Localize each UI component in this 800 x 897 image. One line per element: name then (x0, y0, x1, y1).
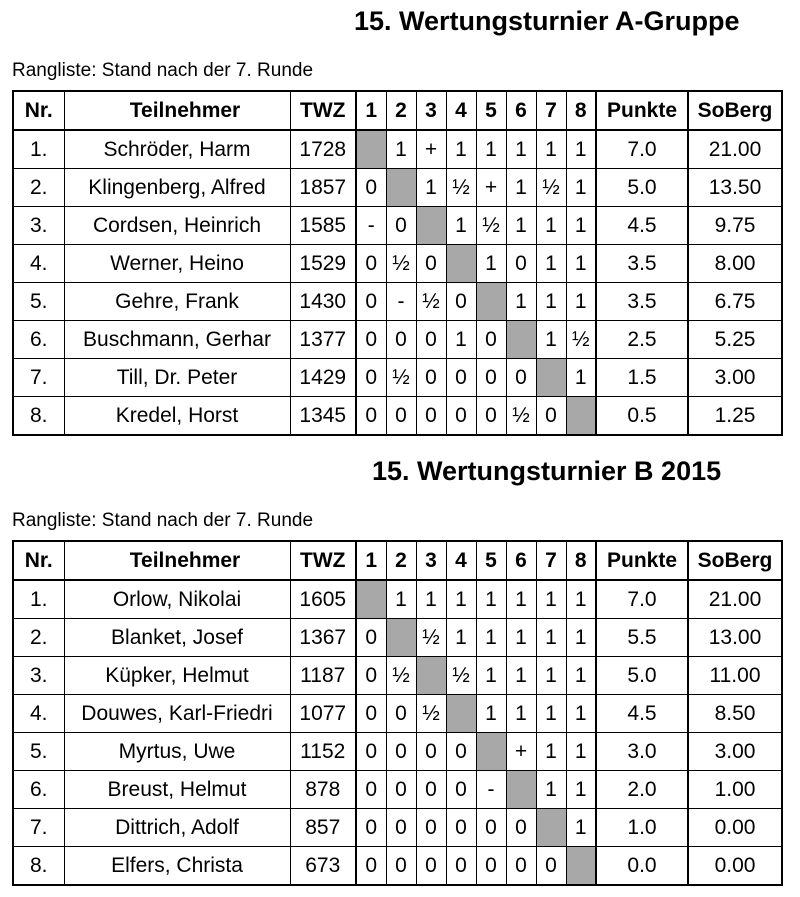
player-name-cell: Breust, Helmut (64, 771, 290, 809)
result-cell: 0 (536, 847, 566, 886)
twz-cell: 1605 (290, 580, 356, 619)
self-pairing-cell (446, 695, 476, 733)
result-cell: 0 (416, 809, 446, 847)
result-cell: ½ (446, 169, 476, 207)
punkte-cell: 1.0 (596, 809, 688, 847)
punkte-cell: 5.0 (596, 657, 688, 695)
soberg-cell: 3.00 (688, 359, 782, 397)
result-cell: 0 (476, 397, 506, 436)
header-twz: TWZ (290, 91, 356, 130)
result-cell: 1 (506, 283, 536, 321)
table-row (13, 771, 782, 809)
punkte-cell: 4.5 (596, 695, 688, 733)
result-cell: ½ (386, 359, 416, 397)
tournament-b-subtitle: Rangliste: Stand nach der 7. Runde (12, 510, 314, 531)
twz-cell: 857 (290, 809, 356, 847)
soberg-cell: 9.75 (688, 207, 782, 245)
result-cell: 1 (446, 580, 476, 619)
result-cell: 0 (446, 809, 476, 847)
table-row (13, 359, 782, 397)
rank-cell: 8. (13, 847, 64, 886)
punkte-cell: 0.5 (596, 397, 688, 436)
result-cell: 1 (536, 130, 566, 169)
result-cell: 0 (386, 397, 416, 436)
soberg-cell: 0.00 (688, 847, 782, 886)
result-cell: 0 (386, 809, 416, 847)
self-pairing-cell (506, 771, 536, 809)
result-cell: 0 (476, 809, 506, 847)
header-round-2: 2 (386, 541, 416, 580)
table-row (13, 321, 782, 359)
player-name-cell: Orlow, Nikolai (64, 580, 290, 619)
result-cell: 0 (506, 809, 536, 847)
result-cell: 1 (566, 619, 596, 657)
result-cell: 1 (506, 580, 536, 619)
soberg-cell: 1.25 (688, 397, 782, 436)
result-cell: ½ (566, 321, 596, 359)
result-cell: 1 (536, 619, 566, 657)
result-cell: 1 (536, 771, 566, 809)
result-cell: 1 (476, 580, 506, 619)
header-round-8: 8 (566, 91, 596, 130)
rank-cell: 1. (13, 130, 64, 169)
table-header-row (13, 91, 782, 130)
result-cell: 0 (356, 283, 386, 321)
self-pairing-cell (416, 657, 446, 695)
header-round-4: 4 (446, 541, 476, 580)
twz-cell: 1857 (290, 169, 356, 207)
header-teilnehmer: Teilnehmer (64, 541, 290, 580)
result-cell: 1 (566, 657, 596, 695)
table-row (13, 397, 782, 436)
soberg-cell: 5.25 (688, 321, 782, 359)
result-cell: - (476, 771, 506, 809)
result-cell: 0 (446, 283, 476, 321)
result-cell: - (386, 283, 416, 321)
rank-cell: 8. (13, 397, 64, 436)
header-round-5: 5 (476, 541, 506, 580)
result-cell: + (476, 169, 506, 207)
result-cell: 0 (356, 657, 386, 695)
result-cell: 0 (356, 695, 386, 733)
punkte-cell: 7.0 (596, 580, 688, 619)
twz-cell: 1377 (290, 321, 356, 359)
header-nr: Nr. (13, 91, 64, 130)
result-cell: - (356, 207, 386, 245)
punkte-cell: 5.0 (596, 169, 688, 207)
result-cell: 0 (356, 169, 386, 207)
result-cell: 0 (386, 733, 416, 771)
header-nr: Nr. (13, 541, 64, 580)
player-name-cell: Schröder, Harm (64, 130, 290, 169)
soberg-cell: 8.50 (688, 695, 782, 733)
punkte-cell: 2.0 (596, 771, 688, 809)
result-cell: 0 (416, 733, 446, 771)
result-cell: 0 (476, 321, 506, 359)
result-cell: 1 (506, 130, 536, 169)
result-cell: 1 (566, 809, 596, 847)
result-cell: 1 (476, 245, 506, 283)
result-cell: 1 (566, 580, 596, 619)
twz-cell: 1585 (290, 207, 356, 245)
header-round-3: 3 (416, 541, 446, 580)
rank-cell: 1. (13, 580, 64, 619)
self-pairing-cell (356, 580, 386, 619)
rank-cell: 4. (13, 245, 64, 283)
result-cell: 1 (446, 619, 476, 657)
table-row (13, 619, 782, 657)
table-row (13, 580, 782, 619)
header-punkte: Punkte (596, 91, 688, 130)
result-cell: 0 (416, 245, 446, 283)
header-round-1: 1 (356, 91, 386, 130)
result-cell: 0 (446, 733, 476, 771)
punkte-cell: 5.5 (596, 619, 688, 657)
result-cell: 1 (386, 580, 416, 619)
twz-cell: 1430 (290, 283, 356, 321)
result-cell: 1 (566, 359, 596, 397)
soberg-cell: 11.00 (688, 657, 782, 695)
self-pairing-cell (476, 733, 506, 771)
result-cell: ½ (386, 657, 416, 695)
result-cell: 0 (356, 245, 386, 283)
rank-cell: 5. (13, 283, 64, 321)
result-cell: 1 (446, 321, 476, 359)
result-cell: 0 (416, 397, 446, 436)
soberg-cell: 21.00 (688, 580, 782, 619)
player-name-cell: Till, Dr. Peter (64, 359, 290, 397)
result-cell: 1 (536, 695, 566, 733)
table-row (13, 207, 782, 245)
soberg-cell: 21.00 (688, 130, 782, 169)
result-cell: 1 (566, 771, 596, 809)
result-cell: 1 (566, 207, 596, 245)
self-pairing-cell (386, 619, 416, 657)
result-cell: 1 (536, 283, 566, 321)
tournament-b-title: 15. Wertungsturnier B 2015 (372, 456, 722, 486)
header-soberg: SoBerg (688, 91, 782, 130)
result-cell: 0 (356, 397, 386, 436)
result-cell: 1 (416, 169, 446, 207)
result-cell: 0 (476, 847, 506, 886)
punkte-cell: 3.5 (596, 283, 688, 321)
rank-cell: 3. (13, 207, 64, 245)
self-pairing-cell (386, 169, 416, 207)
result-cell: 0 (386, 207, 416, 245)
result-cell: 1 (506, 619, 536, 657)
table-row (13, 695, 782, 733)
header-round-3: 3 (416, 91, 446, 130)
self-pairing-cell (476, 283, 506, 321)
header-punkte: Punkte (596, 541, 688, 580)
rank-cell: 2. (13, 619, 64, 657)
soberg-cell: 13.50 (688, 169, 782, 207)
punkte-cell: 7.0 (596, 130, 688, 169)
twz-cell: 1345 (290, 397, 356, 436)
player-name-cell: Myrtus, Uwe (64, 733, 290, 771)
result-cell: 0 (416, 321, 446, 359)
header-round-4: 4 (446, 91, 476, 130)
result-cell: 0 (386, 771, 416, 809)
tournament-a-subtitle: Rangliste: Stand nach der 7. Runde (12, 60, 314, 81)
twz-cell: 1728 (290, 130, 356, 169)
result-cell: 0 (506, 245, 536, 283)
result-cell: 0 (506, 847, 536, 886)
result-cell: ½ (386, 245, 416, 283)
self-pairing-cell (536, 359, 566, 397)
result-cell: 1 (506, 657, 536, 695)
header-round-6: 6 (506, 91, 536, 130)
result-cell: 0 (386, 695, 416, 733)
result-cell: ½ (476, 207, 506, 245)
result-cell: 0 (356, 809, 386, 847)
soberg-cell: 1.00 (688, 771, 782, 809)
result-cell: 0 (386, 847, 416, 886)
result-cell: 0 (356, 359, 386, 397)
punkte-cell: 4.5 (596, 207, 688, 245)
punkte-cell: 1.5 (596, 359, 688, 397)
result-cell: 1 (566, 130, 596, 169)
table-row (13, 809, 782, 847)
result-cell: ½ (446, 657, 476, 695)
result-cell: 1 (566, 283, 596, 321)
punkte-cell: 0.0 (596, 847, 688, 886)
self-pairing-cell (506, 321, 536, 359)
result-cell: 1 (506, 207, 536, 245)
result-cell: 1 (566, 695, 596, 733)
rank-cell: 3. (13, 657, 64, 695)
header-round-1: 1 (356, 541, 386, 580)
result-cell: 0 (446, 847, 476, 886)
standings-table-a (12, 90, 783, 436)
result-cell: 1 (536, 245, 566, 283)
header-round-5: 5 (476, 91, 506, 130)
result-cell: 1 (416, 580, 446, 619)
header-round-7: 7 (536, 541, 566, 580)
player-name-cell: Blanket, Josef (64, 619, 290, 657)
result-cell: 0 (356, 321, 386, 359)
self-pairing-cell (446, 245, 476, 283)
self-pairing-cell (566, 847, 596, 886)
result-cell: 0 (356, 847, 386, 886)
result-cell: 1 (566, 733, 596, 771)
result-cell: 1 (446, 130, 476, 169)
table-row (13, 283, 782, 321)
player-name-cell: Gehre, Frank (64, 283, 290, 321)
player-name-cell: Elfers, Christa (64, 847, 290, 886)
result-cell: 0 (446, 771, 476, 809)
soberg-cell: 13.00 (688, 619, 782, 657)
soberg-cell: 8.00 (688, 245, 782, 283)
header-twz: TWZ (290, 541, 356, 580)
result-cell: 0 (356, 771, 386, 809)
twz-cell: 673 (290, 847, 356, 886)
result-cell: 1 (566, 169, 596, 207)
result-cell: ½ (506, 397, 536, 436)
punkte-cell: 3.0 (596, 733, 688, 771)
table-row (13, 657, 782, 695)
result-cell: 1 (476, 657, 506, 695)
result-cell: 1 (446, 207, 476, 245)
result-cell: 1 (536, 657, 566, 695)
twz-cell: 1152 (290, 733, 356, 771)
twz-cell: 1187 (290, 657, 356, 695)
result-cell: 1 (476, 695, 506, 733)
player-name-cell: Küpker, Helmut (64, 657, 290, 695)
soberg-cell: 6.75 (688, 283, 782, 321)
table-header-row (13, 541, 782, 580)
table-row (13, 169, 782, 207)
self-pairing-cell (356, 130, 386, 169)
header-soberg: SoBerg (688, 541, 782, 580)
table-row (13, 130, 782, 169)
punkte-cell: 2.5 (596, 321, 688, 359)
twz-cell: 1367 (290, 619, 356, 657)
player-name-cell: Werner, Heino (64, 245, 290, 283)
result-cell: ½ (416, 619, 446, 657)
result-cell: 0 (356, 619, 386, 657)
result-cell: ½ (416, 283, 446, 321)
result-cell: 0 (416, 771, 446, 809)
soberg-cell: 0.00 (688, 809, 782, 847)
result-cell: 1 (476, 619, 506, 657)
result-cell: + (416, 130, 446, 169)
rank-cell: 6. (13, 771, 64, 809)
header-round-8: 8 (566, 541, 596, 580)
result-cell: 1 (536, 733, 566, 771)
result-cell: 0 (356, 733, 386, 771)
table-row (13, 847, 782, 886)
result-cell: 0 (476, 359, 506, 397)
rank-cell: 7. (13, 359, 64, 397)
header-round-2: 2 (386, 91, 416, 130)
result-cell: 0 (416, 359, 446, 397)
result-cell: 1 (386, 130, 416, 169)
header-teilnehmer: Teilnehmer (64, 91, 290, 130)
rank-cell: 7. (13, 809, 64, 847)
result-cell: 1 (506, 695, 536, 733)
result-cell: ½ (416, 695, 446, 733)
punkte-cell: 3.5 (596, 245, 688, 283)
result-cell: 0 (536, 397, 566, 436)
player-name-cell: Buschmann, Gerhar (64, 321, 290, 359)
table-row (13, 733, 782, 771)
result-cell: 1 (536, 207, 566, 245)
standings-table-b (12, 540, 783, 886)
player-name-cell: Douwes, Karl-Friedri (64, 695, 290, 733)
soberg-cell: 3.00 (688, 733, 782, 771)
result-cell: 0 (446, 359, 476, 397)
player-name-cell: Kredel, Horst (64, 397, 290, 436)
twz-cell: 1077 (290, 695, 356, 733)
result-cell: 0 (386, 321, 416, 359)
rank-cell: 4. (13, 695, 64, 733)
self-pairing-cell (536, 809, 566, 847)
result-cell: 0 (506, 359, 536, 397)
twz-cell: 878 (290, 771, 356, 809)
twz-cell: 1529 (290, 245, 356, 283)
result-cell: 1 (566, 245, 596, 283)
header-round-6: 6 (506, 541, 536, 580)
self-pairing-cell (416, 207, 446, 245)
result-cell: 1 (506, 169, 536, 207)
player-name-cell: Cordsen, Heinrich (64, 207, 290, 245)
player-name-cell: Dittrich, Adolf (64, 809, 290, 847)
result-cell: 1 (476, 130, 506, 169)
result-cell: + (506, 733, 536, 771)
rank-cell: 6. (13, 321, 64, 359)
result-cell: 0 (416, 847, 446, 886)
result-cell: 1 (536, 580, 566, 619)
self-pairing-cell (566, 397, 596, 436)
result-cell: ½ (536, 169, 566, 207)
table-row (13, 245, 782, 283)
tournament-a-title: 15. Wertungsturnier A-Gruppe (354, 6, 740, 36)
header-round-7: 7 (536, 91, 566, 130)
twz-cell: 1429 (290, 359, 356, 397)
player-name-cell: Klingenberg, Alfred (64, 169, 290, 207)
result-cell: 0 (446, 397, 476, 436)
result-cell: 1 (536, 321, 566, 359)
rank-cell: 5. (13, 733, 64, 771)
rank-cell: 2. (13, 169, 64, 207)
